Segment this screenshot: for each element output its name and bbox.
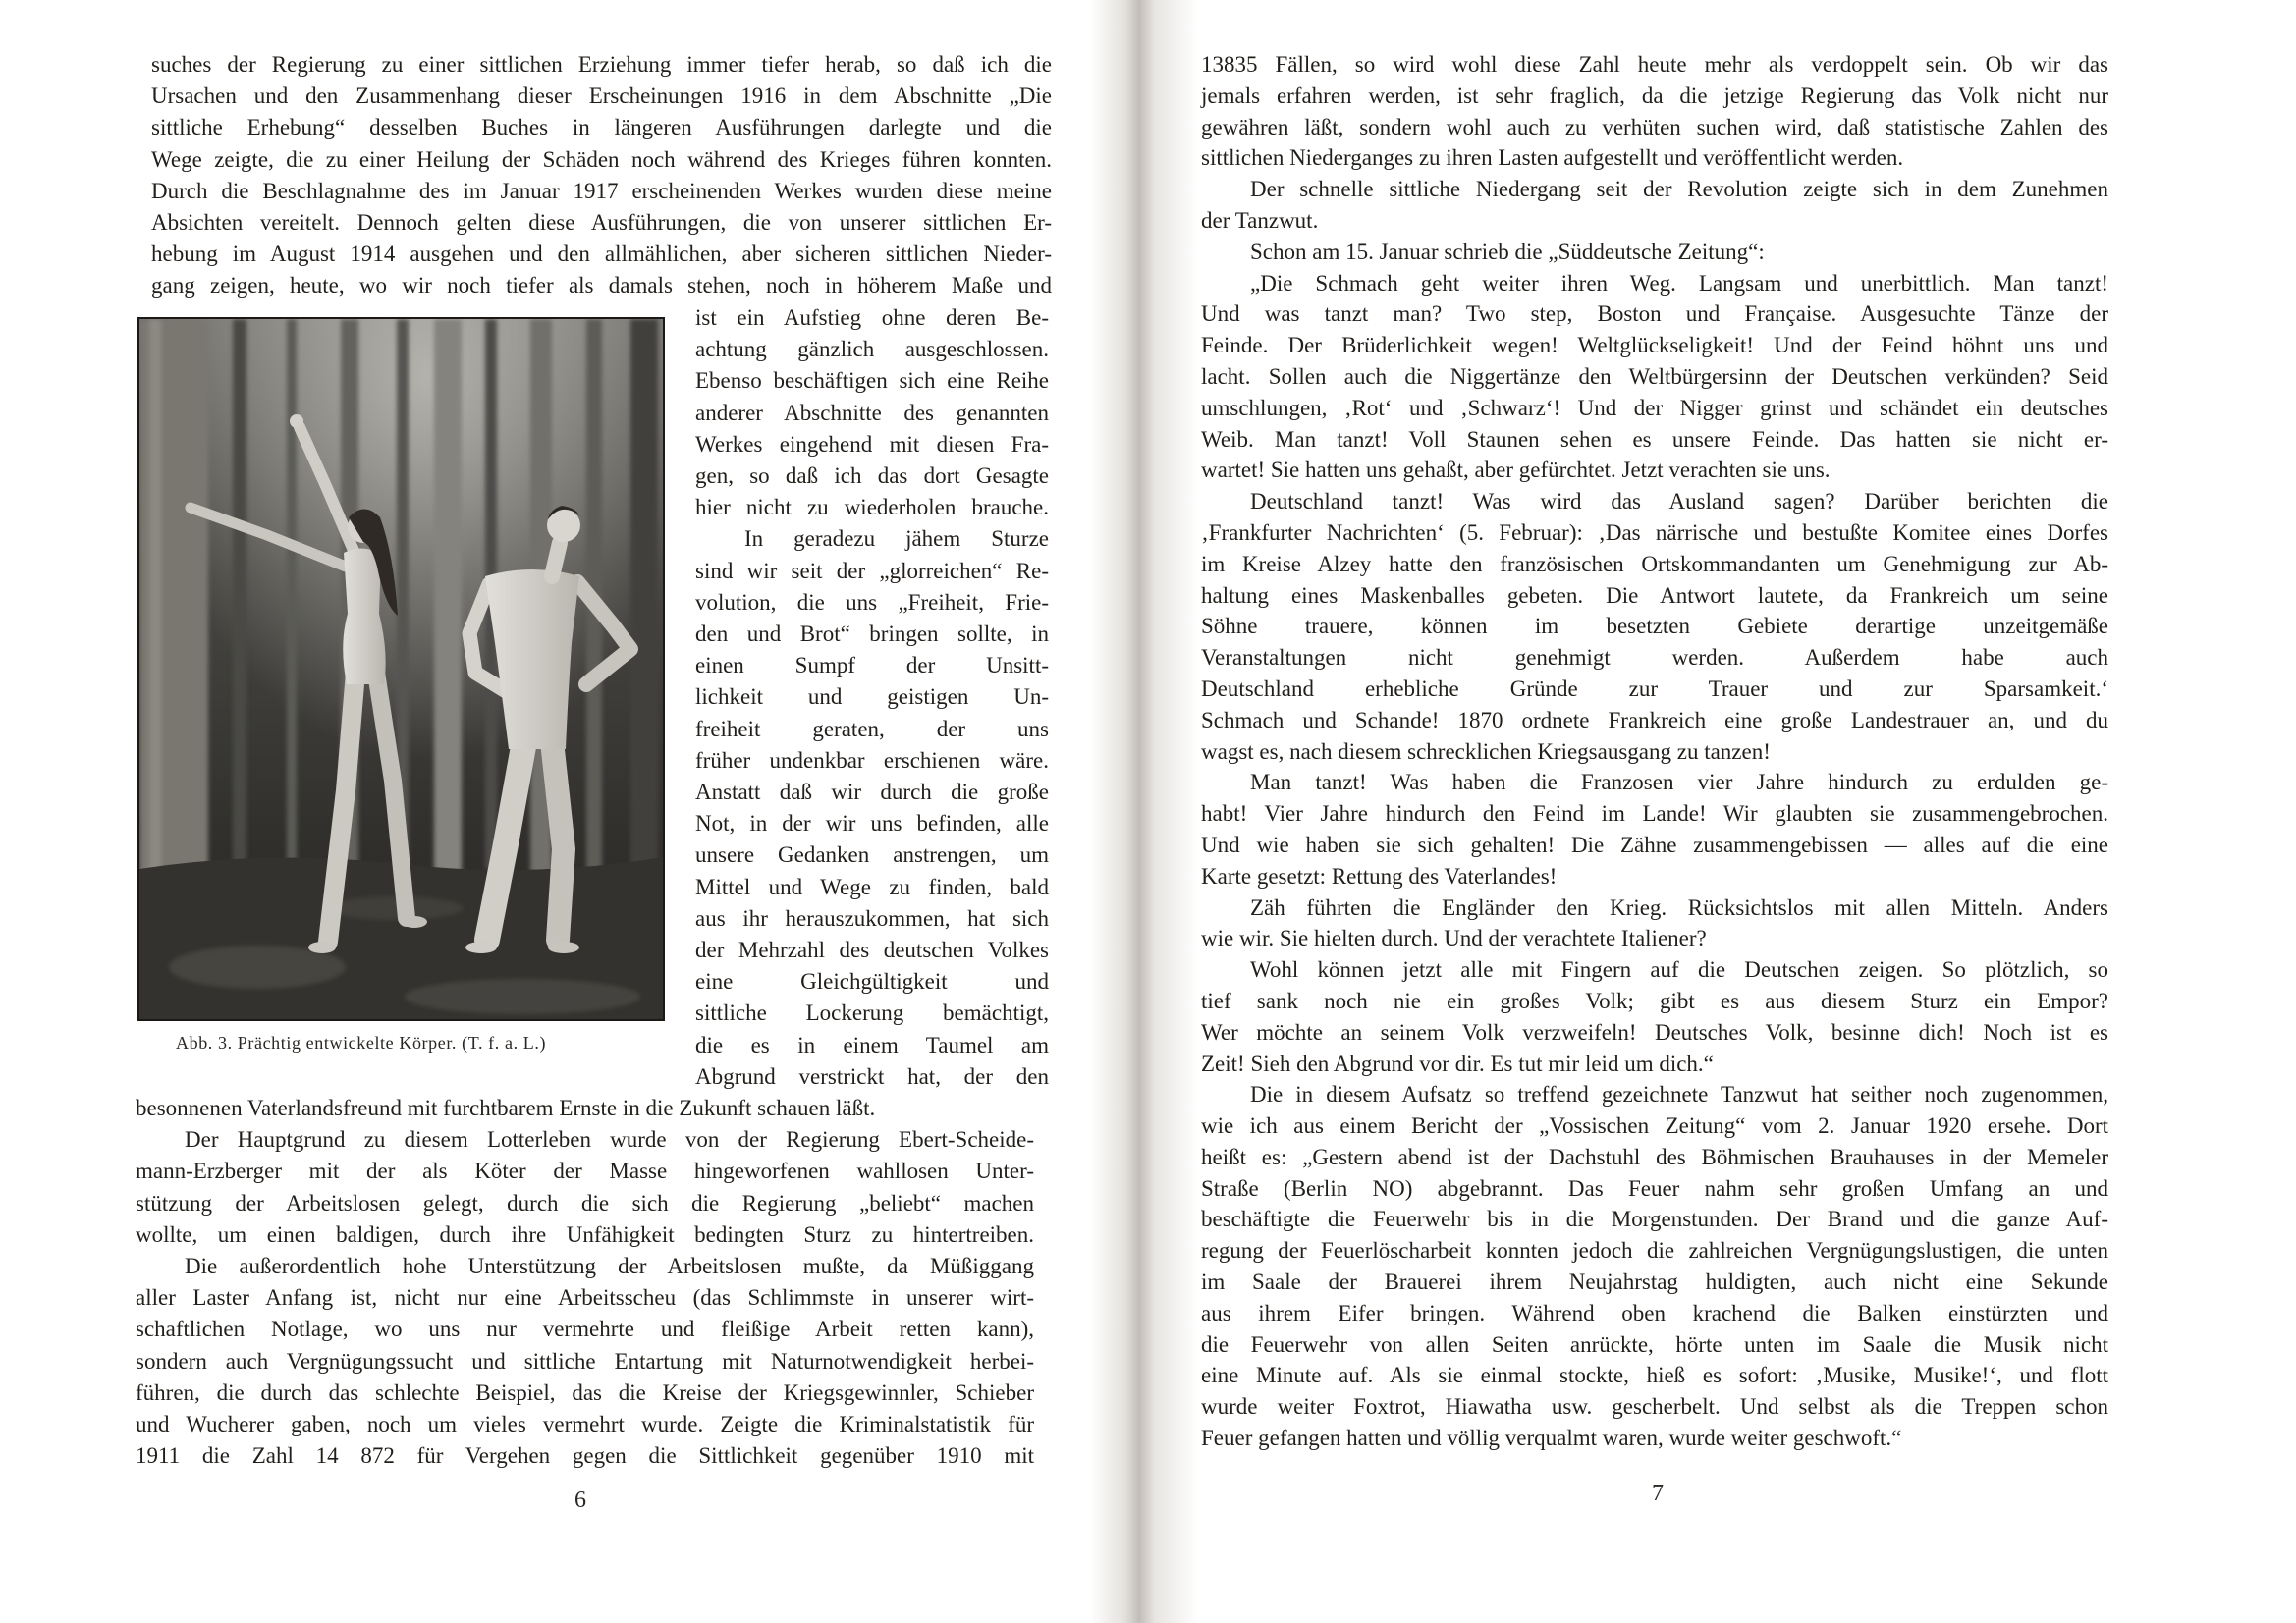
text-line: die es in einem Taumel am xyxy=(695,1032,1049,1057)
text-line: Feinde. Der Brüderlichkeit wegen! Weltglückseligkeit! Und der Feind höhnt uns und xyxy=(1201,333,2108,358)
text-line: die Feuerwehr von allen Seiten anrückte, hörte unten im Saale die Musik nicht xyxy=(1201,1331,2108,1357)
text-line: wie wir. Sie hielten durch. Und der verachtete Italiener? xyxy=(1201,926,1707,951)
text-line: wollte, um einen baldigen, durch ihre Unfähigkeit bedingten Sturz zu hintertreiben. xyxy=(136,1221,1034,1247)
text-line: Ursachen und den Zusammenhang dieser Erscheinungen 1916 in dem Abschnitte „Die xyxy=(151,83,1052,109)
text-line: freiheit geraten, der uns xyxy=(695,716,1049,741)
text-line: tief sank noch nie ein großes Volk; gibt es aus diesem Sturz ein Empor? xyxy=(1201,988,2108,1013)
text-line: sittliche Lockerung bemächtigt, xyxy=(695,1001,1049,1026)
text-line: anderer Abschnitte des genannten xyxy=(695,400,1049,425)
text-line: 1911 die Zahl 14 872 für Vergehen gegen die Sittlichkeit gegenüber 1910 mit xyxy=(136,1443,1034,1469)
page-left xyxy=(0,0,1139,1623)
text-block-beside-figure xyxy=(695,302,1049,1093)
text-line: ist ein Aufstieg ohne deren Be- xyxy=(695,305,1049,330)
text-line: Deutschland erhebliche Gründe zur Trauer und zur Sparsamkeit.‘ xyxy=(1201,676,2108,701)
text-line: suches der Regierung zu einer sittlichen Erziehung immer tiefer herab, so daß ich die xyxy=(151,52,1052,77)
figure-caption: Abb. 3. Prächtig entwickelte Körper. (T. f. a. L.) xyxy=(176,1033,547,1053)
text-line: eine Gleichgültigkeit und xyxy=(695,969,1049,995)
text-line: Weib. Man tanzt! Voll Staunen sehen es unsere Feinde. Das hatten sie nicht er- xyxy=(1201,426,2108,452)
page-right xyxy=(1139,0,2296,1623)
text-line: stützung der Arbeitslosen gelegt, durch die sich die Regierung „beliebt“ machen xyxy=(136,1190,1034,1216)
text-line: Die in diesem Aufsatz so treffend gezeichnete Tanzwut hat seither noch zugenommen, xyxy=(1250,1082,2108,1108)
text-line: volution, die uns „Freiheit, Frie- xyxy=(695,589,1049,615)
text-line: Veranstaltungen nicht genehmigt werden. Außerdem habe auch xyxy=(1201,645,2108,671)
text-block-top xyxy=(151,49,1052,302)
text-line: hier nicht zu wiederholen brauche. xyxy=(695,495,1049,520)
text-line: Wege zeigte, die zu einer Heilung der Schäden noch während des Krieges führen konnten. xyxy=(151,146,1052,172)
text-line: wie ich aus einem Bericht der „Vossischen Zeitung“ vom 2. Januar 1920 ersehe. Dort xyxy=(1201,1113,2108,1139)
text-line: ‚Frankfurter Nachrichten‘ (5. Februar): ‚Das närrische und bestußte Komitee eines Dorfes xyxy=(1201,519,2108,545)
text-line: wurde weiter Foxtrot, Hiawatha usw. gescherbelt. Und selbst als die Treppen schon xyxy=(1201,1394,2108,1420)
text-line: umschlungen, ‚Rot‘ und ‚Schwarz‘! Und der Nigger grinst und schändet ein deutsches xyxy=(1201,395,2108,420)
text-line: In geradezu jähem Sturze xyxy=(744,526,1049,552)
text-line: beschäftigte die Feuerwehr bis in die Morgenstunden. Der Brand und die ganze Auf- xyxy=(1201,1207,2108,1232)
text-line: Werkes eingehend mit diesen Fra- xyxy=(695,431,1049,457)
text-line: Der schnelle sittliche Niedergang seit der Revolution zeigte sich in dem Zunehmen xyxy=(1250,177,2108,202)
figure-photo xyxy=(139,319,663,1019)
text-line: im Saale der Brauerei ihrem Neujahrstag huldigten, auch nicht eine Sekunde xyxy=(1201,1270,2108,1295)
text-line: sittlichen Niederganges zu ihren Lasten aufgestellt und veröffentlicht werden. xyxy=(1201,145,1904,171)
text-line: einen Sumpf der Unsitt- xyxy=(695,653,1049,678)
text-line: führen, die durch das schlechte Beispiel, das die Kreise der Kriegsgewinnler, Schieber xyxy=(136,1380,1034,1405)
photo xyxy=(139,319,663,1019)
text-line: 13835 Fällen, so wird wohl diese Zahl heute mehr als verdoppelt sein. Ob wir das xyxy=(1201,52,2108,77)
text-line: Mittel und Wege zu finden, bald xyxy=(695,874,1049,899)
text-line: habt! Vier Jahre hindurch den Feind im Lande! Wir glaubten sie zusammengebrochen. xyxy=(1201,801,2108,827)
text-line: Abgrund verstrickt hat, der den xyxy=(695,1063,1049,1089)
text-line: lichkeit und geistigen Un- xyxy=(695,684,1049,710)
text-line: der Mehrzahl des deutschen Volkes xyxy=(695,938,1049,963)
text-line: Man tanzt! Was haben die Franzosen vier Jahre hindurch zu erdulden ge- xyxy=(1250,770,2108,795)
page-number: 6 xyxy=(574,1488,586,1513)
text-line: Straße (Berlin NO) abgebrannt. Das Feuer nahm sehr großen Umfang an und xyxy=(1201,1175,2108,1201)
text-line: Wer möchte an seinem Volk verzweifeln! Deutsches Volk, besinne dich! Noch ist es xyxy=(1201,1019,2108,1045)
text-line: Schmach und Schande! 1870 ordnete Frankreich eine große Landestrauer an, und du xyxy=(1201,707,2108,732)
text-line: hebung im August 1914 ausgehen und den allmählichen, aber sicheren sittlichen Nieder- xyxy=(151,242,1052,267)
text-line: früher undenkbar erschienen wäre. xyxy=(695,747,1049,773)
text-line: Absichten vereitelt. Dennoch gelten diese Ausführungen, die von unserer sittlichen Er- xyxy=(151,210,1052,236)
text-line: sondern auch Vergnügungssucht und sittliche Entartung mit Naturnotwendigkeit herbei- xyxy=(136,1348,1034,1374)
text-line: und Wucherer gaben, noch um vieles vermehrt wurde. Zeigte die Kriminalstatistik für xyxy=(136,1412,1034,1437)
text-line: gen, so daß ich das dort Gesagte xyxy=(695,463,1049,489)
text-line: schaftlichen Notlage, wo uns nur vermehrte und fleißige Arbeit retten kann), xyxy=(136,1317,1034,1342)
text-line: jemals erfahren werden, ist sehr fraglich, da die jetzige Regierung das Volk nicht nur xyxy=(1201,82,2108,108)
text-line: Anstatt daß wir durch die große xyxy=(695,780,1049,805)
text-line: Ebenso beschäftigen sich eine Reihe xyxy=(695,368,1049,394)
text-line: Schon am 15. Januar schrieb die „Süddeutsche Zeitung“: xyxy=(1250,239,1765,264)
text-line: mann-Erzberger mit der als Köter der Masse hingeworfenen wahllosen Unter- xyxy=(136,1159,1034,1184)
text-line: lacht. Sollen auch die Niggertänze den Weltbürgersinn der Deutschen verkünden? Seid xyxy=(1201,363,2108,389)
page-number: 7 xyxy=(1652,1481,1664,1506)
text-line: Und was tanzt man? Two step, Boston und Française. Ausgesuchte Tänze der xyxy=(1201,301,2108,327)
text-line: Der Hauptgrund zu diesem Lotterleben wurde von der Regierung Ebert-Scheide- xyxy=(185,1127,1034,1153)
text-line: haltung eines Maskenballes gebeten. Die Antwort lautete, da Frankreich um seine xyxy=(1201,582,2108,608)
text-line: Söhne trauere, können im besetzten Gebiete derartige unzeitgemäße xyxy=(1201,614,2108,639)
text-line: wartet! Sie hatten uns gehaßt, aber gefürchtet. Jetzt verachten sie uns. xyxy=(1201,458,1831,483)
text-line: wagst es, nach diesem schrecklichen Kriegsausgang zu tanzen! xyxy=(1201,738,1771,764)
text-line: Wohl können jetzt alle mit Fingern auf die Deutschen zeigen. So plötzlich, so xyxy=(1250,957,2108,983)
text-line: Deutschland tanzt! Was wird das Ausland sagen? Darüber berichten die xyxy=(1250,489,2108,514)
text-line: unsere Gedanken anstrengen, um xyxy=(695,842,1049,868)
text-line: Zeit! Sieh den Abgrund vor dir. Es tut mir leid um dich.“ xyxy=(1201,1051,1714,1076)
text-line: besonnenen Vaterlandsfreund mit furchtbarem Ernste in die Zukunft schauen läßt. xyxy=(136,1096,876,1120)
text-line: den und Brot“ bringen sollte, in xyxy=(695,622,1049,647)
text-line: achtung gänzlich ausgeschlossen. xyxy=(695,337,1049,362)
text-line: Not, in der wir uns befinden, alle xyxy=(695,811,1049,837)
text-line: aller Laster Anfang ist, nicht nur eine Arbeitsscheu (das Schlimmste in unserer wirt- xyxy=(136,1285,1034,1311)
text-line: „Die Schmach geht weiter ihren Weg. Langsam und unerbittlich. Man tanzt! xyxy=(1250,270,2108,296)
text-line: gewähren läßt, sondern wohl auch zu verhüten suchen wird, daß statistische Zahlen des xyxy=(1201,114,2108,139)
text-block-bottom xyxy=(136,1093,1034,1472)
text-line: Karte gesetzt: Rettung des Vaterlandes! xyxy=(1201,863,1558,889)
text-line: regung der Feuerlöscharbeit konnten jedoch die zahlreichen Vergnügungslustigen, die unten xyxy=(1201,1238,2108,1264)
text-line: heißt es: „Gestern abend ist der Dachstuhl des Böhmischen Brauhauses in der Memeler xyxy=(1201,1144,2108,1169)
text-line: Und wie haben sie sich gehalten! Die Zähne zusammengebissen — alles auf die eine xyxy=(1201,832,2108,857)
text-line: Durch die Beschlagnahme des im Januar 1917 erscheinenden Werkes wurden diese meine xyxy=(151,178,1052,203)
text-block-main xyxy=(1201,49,2108,1454)
text-line: sind wir seit der „glorreichen“ Re- xyxy=(695,558,1049,583)
text-line: aus ihr herauszukommen, hat sich xyxy=(695,905,1049,931)
text-line: aus ihrem Eifer bringen. Während oben krachend die Balken einstürzten und xyxy=(1201,1300,2108,1325)
text-line: Zäh führten die Engländer den Krieg. Rücksichtslos mit allen Mitteln. Anders xyxy=(1250,894,2108,920)
text-line: im Kreise Alzey hatte den französischen Ortskommandanten um Genehmigung zur Ab- xyxy=(1201,551,2108,576)
text-line: gang zeigen, heute, wo wir noch tiefer als damals stehen, noch in höherem Maße und xyxy=(151,273,1052,298)
text-line: Feuer gefangen hatten und völlig verqualmt waren, wurde weiter geschwoft.“ xyxy=(1201,1426,1902,1451)
text-line: Die außerordentlich hohe Unterstützung der Arbeitslosen mußte, da Müßiggang xyxy=(185,1254,1034,1279)
text-line: der Tanzwut. xyxy=(1201,207,1319,233)
text-line: eine Minute auf. Als sie einmal stockte, hieß es sofort: ‚Musike, Musike!‘, und flott xyxy=(1201,1363,2108,1388)
text-line: sittliche Erhebung“ desselben Buches in längeren Ausführungen darlegte und die xyxy=(151,115,1052,140)
